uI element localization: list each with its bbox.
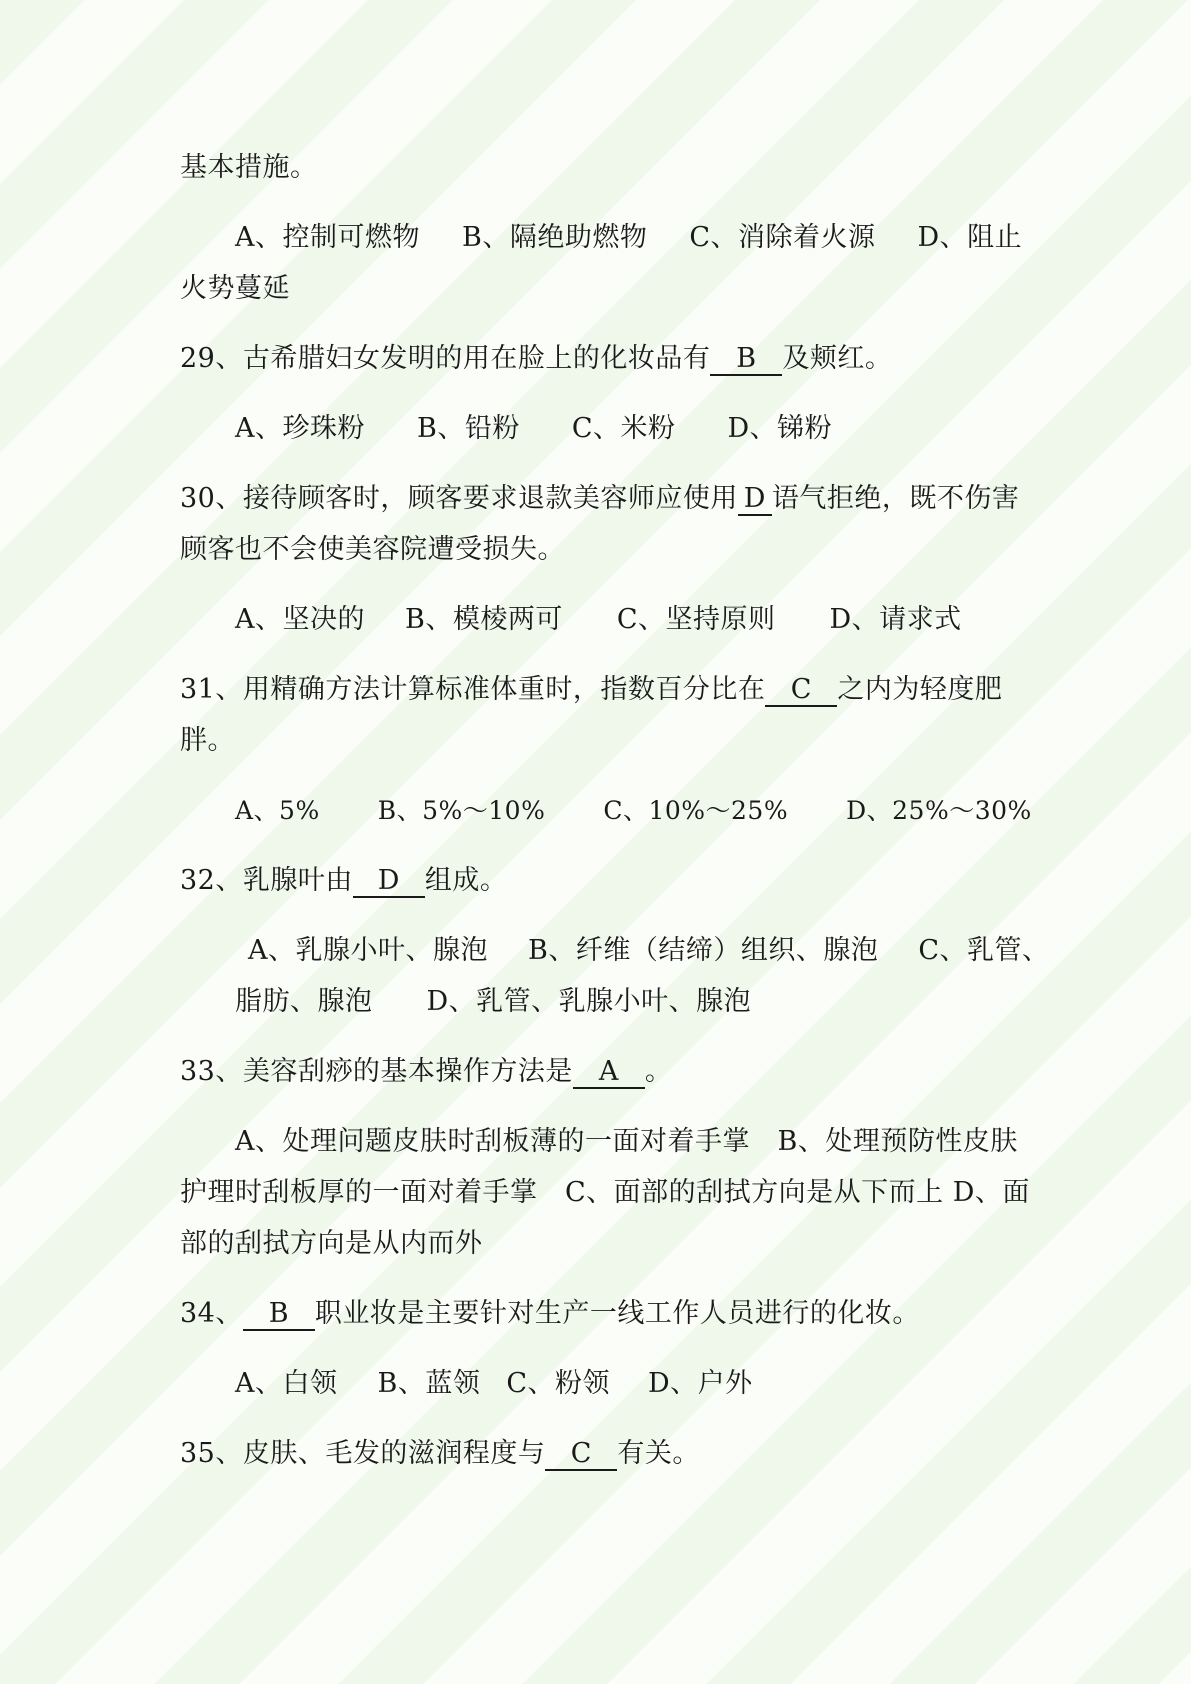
option-d-continued: 火势蔓延	[180, 273, 290, 304]
answer-blank: B	[243, 1299, 315, 1331]
answer-blank: C	[765, 675, 837, 707]
option-a: A、白领	[235, 1368, 338, 1399]
option-c: C、粉领	[506, 1368, 611, 1399]
option-d: D、阻止	[917, 222, 1023, 253]
question-33-options-line-2	[180, 1176, 1030, 1210]
question-34-stem	[180, 1297, 1020, 1331]
question-30-stem	[180, 482, 1020, 516]
option-d: D、25%～30%	[846, 796, 1032, 825]
option-d: D、乳管、乳腺小叶、腺泡	[426, 986, 752, 1017]
options-text: A、处理问题皮肤时刮板薄的一面对着手掌 B、处理预防性皮肤	[235, 1126, 1018, 1157]
option-c: C、消除着火源	[689, 222, 876, 253]
stem-text-end: 组成。	[424, 865, 508, 896]
stem-text: 基本措施。	[180, 152, 318, 183]
option-a: A、乳腺小叶、腺泡	[248, 935, 488, 966]
stem-text-end: 职业妆是主要针对生产一线工作人员进行的化妆。	[314, 1298, 920, 1329]
answer-blank: D	[738, 484, 772, 516]
question-31-stem-wrap	[180, 724, 1020, 758]
stem-text: 32、乳腺叶由	[180, 865, 353, 896]
answer-blank: D	[353, 866, 425, 898]
stem-text: 33、美容刮痧的基本操作方法是	[180, 1056, 573, 1087]
question-30-options	[235, 603, 1075, 637]
question-32-stem	[180, 864, 1020, 898]
question-29-stem	[180, 342, 1020, 376]
option-b: B、隔绝助燃物	[462, 222, 648, 253]
option-b: B、蓝领	[377, 1368, 481, 1399]
option-c-continued: 脂肪、腺泡	[235, 986, 373, 1017]
question-30-stem-wrap	[180, 533, 1020, 567]
stem-text: 31、用精确方法计算标准体重时，指数百分比在	[180, 674, 766, 705]
question-28-stem-end	[180, 151, 1020, 185]
option-a: A、坚决的	[235, 604, 365, 635]
stem-text-continued: 顾客也不会使美容院遭受损失。	[180, 534, 565, 565]
question-31-options	[235, 794, 1075, 828]
options-text: 护理时刮板厚的一面对着手掌 C、面部的刮拭方向是从下而上 D、面	[180, 1177, 1030, 1208]
option-c: C、乳管、	[918, 935, 1050, 966]
stem-text-end: 有关。	[617, 1438, 700, 1469]
option-b: B、5%～10%	[377, 796, 546, 825]
option-a: A、5%	[235, 796, 320, 825]
question-33-options-line-1	[235, 1125, 1075, 1159]
stem-text: 29、古希腊妇女发明的用在脸上的化妆品有	[180, 343, 711, 374]
stem-text-end: 语气拒绝，既不伤害	[771, 483, 1020, 514]
question-28-options-wrap	[180, 272, 1020, 306]
stem-text-end: 之内为轻度肥	[837, 674, 1003, 705]
stem-text-continued: 胖。	[180, 725, 235, 756]
option-c: C、坚持原则	[616, 604, 776, 635]
question-33-options-line-3	[180, 1227, 1020, 1261]
question-32-options-wrap	[235, 985, 1075, 1019]
question-31-stem	[180, 673, 1020, 707]
option-b: B、纤维（结缔）组织、腺泡	[528, 935, 879, 966]
answer-blank: B	[710, 344, 782, 376]
option-d: D、锑粉	[727, 413, 833, 444]
option-a: A、珍珠粉	[235, 413, 365, 444]
question-35-stem	[180, 1437, 1020, 1471]
answer-blank: C	[545, 1439, 617, 1471]
question-34-options	[235, 1367, 1075, 1401]
option-d: D、请求式	[829, 604, 962, 635]
option-c: C、米粉	[571, 413, 676, 444]
stem-text-end: 及颊红。	[782, 343, 893, 374]
question-28-options	[235, 221, 1075, 255]
option-c: C、10%～25%	[603, 796, 789, 825]
stem-text: 34、	[180, 1298, 243, 1329]
stem-text: 30、接待顾客时，顾客要求退款美容师应使用	[180, 483, 738, 514]
options-text: 部的刮拭方向是从内而外	[180, 1228, 483, 1259]
option-b: B、模棱两可	[405, 604, 563, 635]
option-a: A、控制可燃物	[235, 222, 420, 253]
stem-text-end: 。	[644, 1056, 673, 1087]
stem-text: 35、皮肤、毛发的滋润程度与	[180, 1438, 546, 1469]
option-b: B、铅粉	[417, 413, 520, 444]
question-29-options	[235, 412, 1075, 446]
option-d: D、户外	[648, 1368, 753, 1399]
question-32-options	[248, 934, 1088, 968]
answer-blank: A	[573, 1057, 645, 1089]
question-33-stem	[180, 1055, 1020, 1089]
